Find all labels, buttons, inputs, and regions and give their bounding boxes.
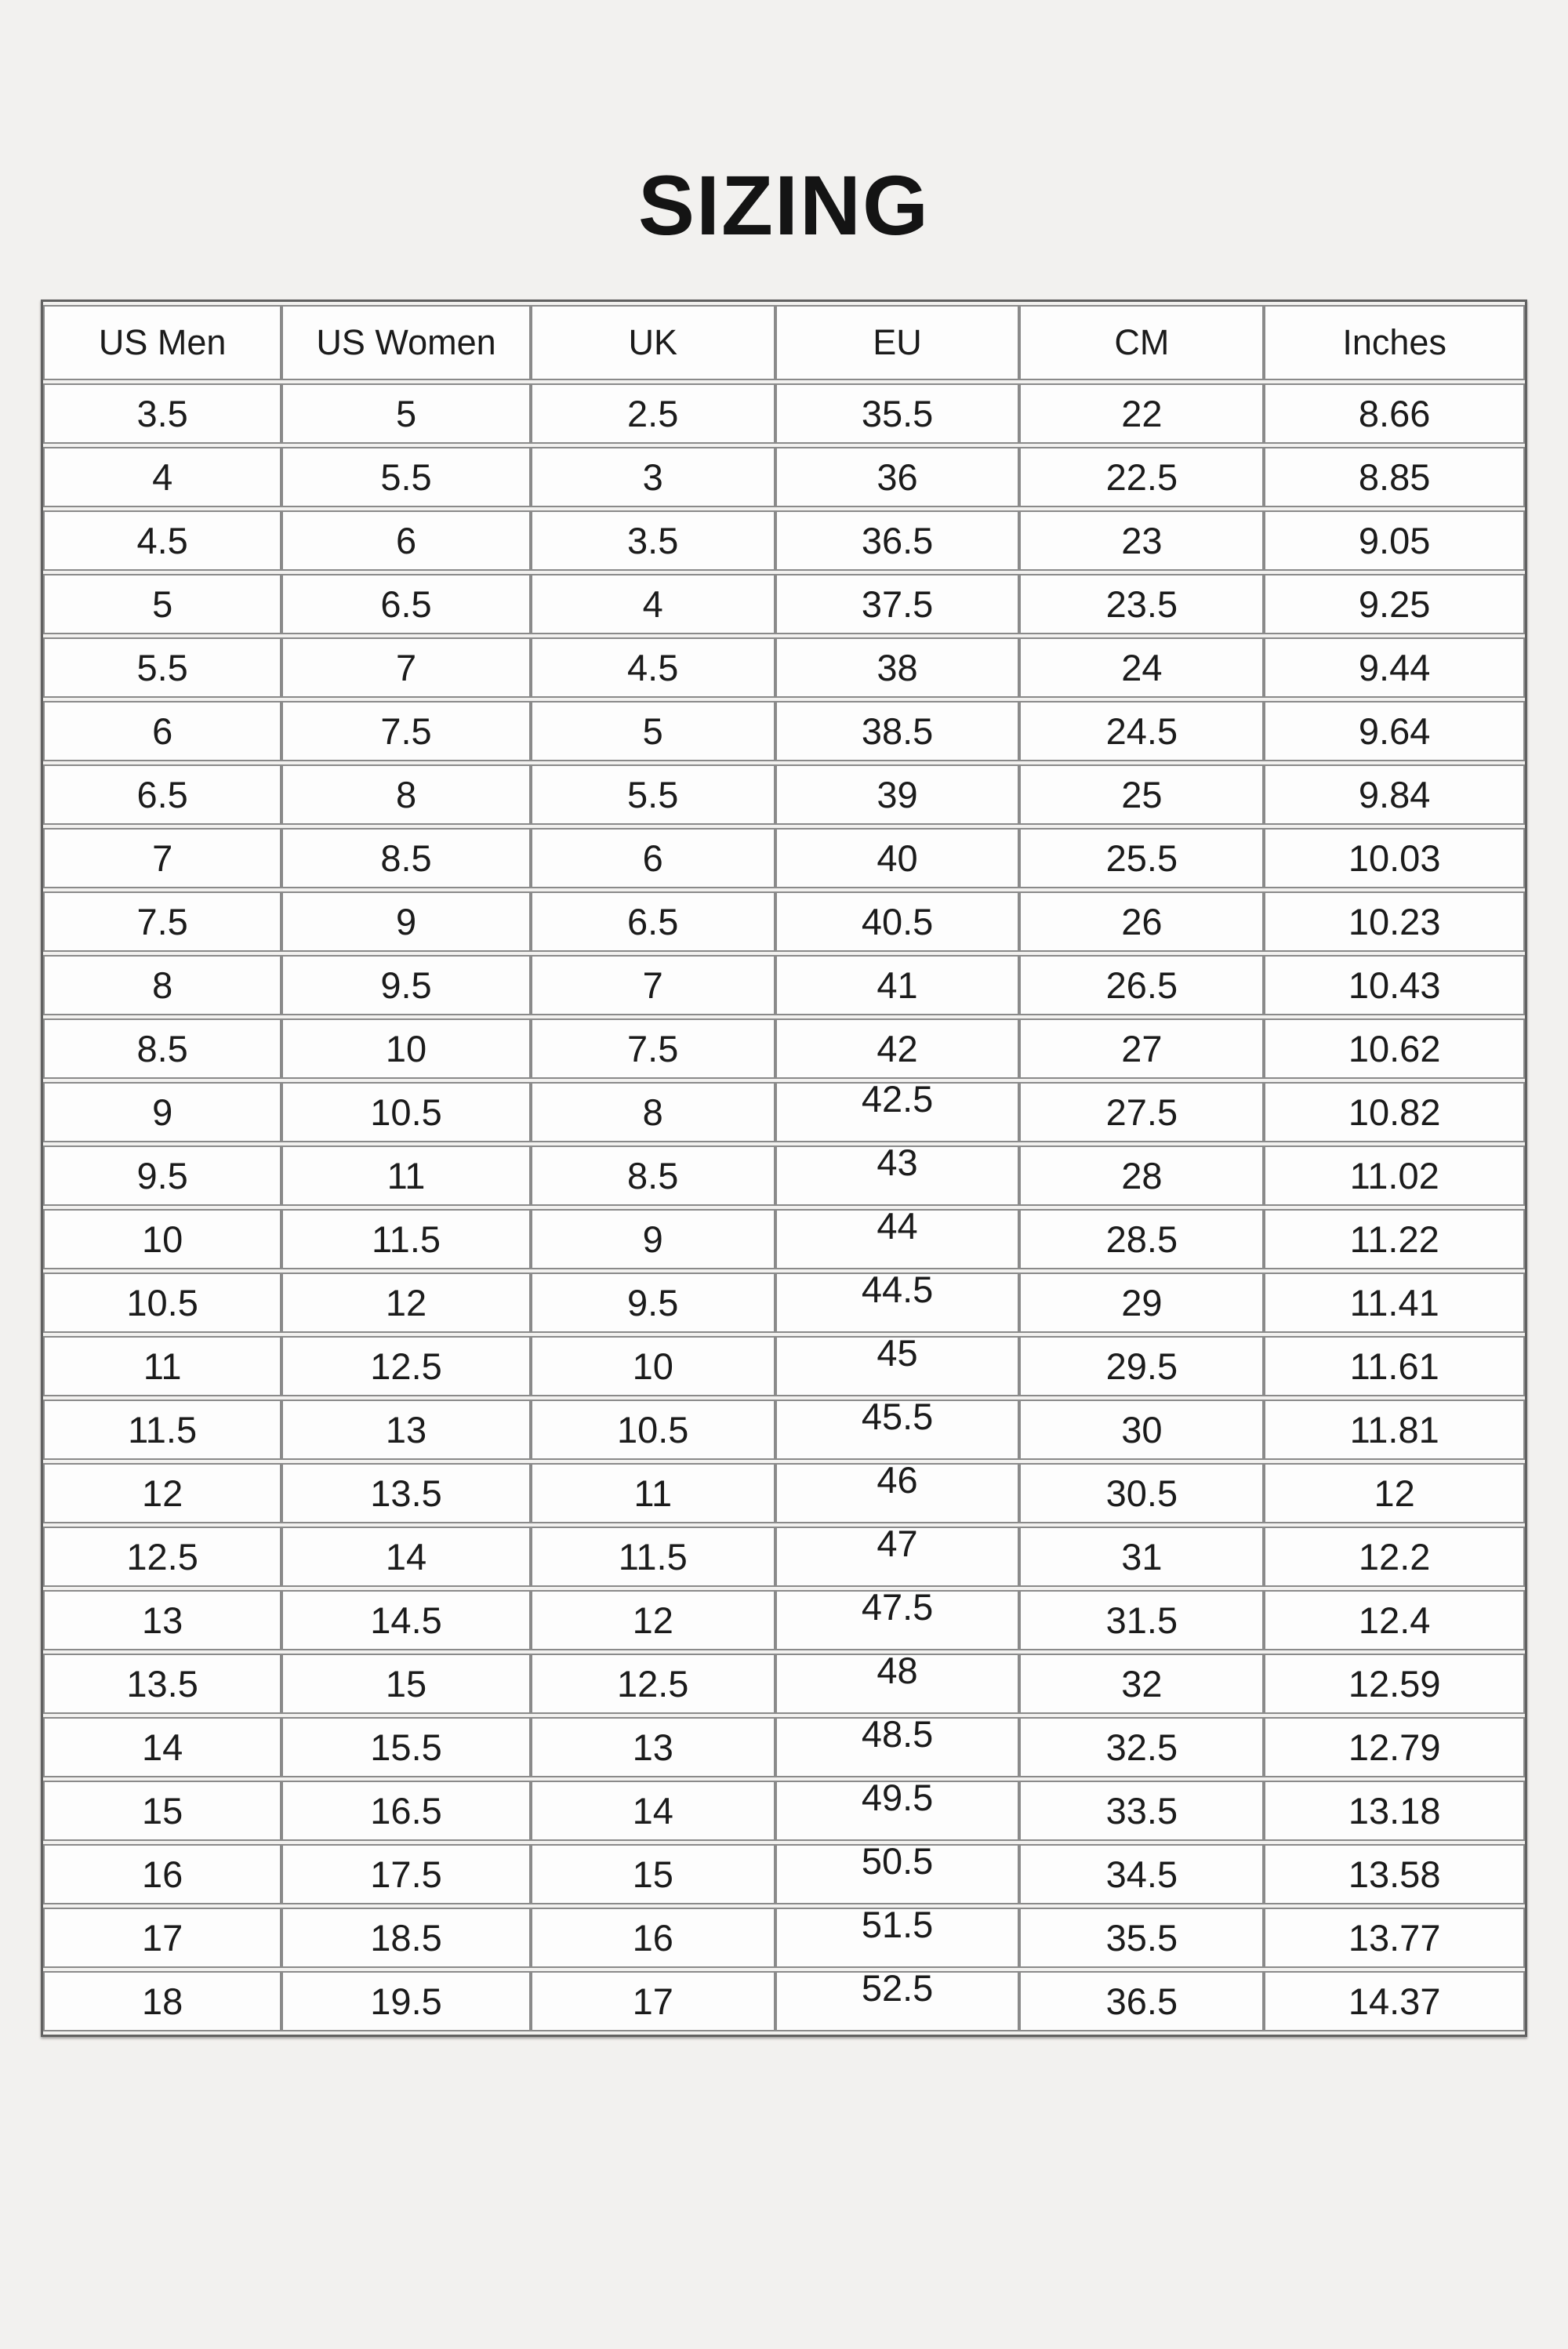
table-row	[43, 764, 1525, 825]
cell-inches: 11.81	[1264, 1400, 1525, 1460]
cell-eu: 42	[775, 1018, 1020, 1079]
column-header-cm: CM	[1019, 305, 1264, 380]
cell-cm: 26.5	[1019, 955, 1264, 1015]
header-row	[43, 305, 1525, 380]
cell-uk: 11	[531, 1463, 775, 1523]
column-header-eu: EU	[775, 305, 1020, 380]
cell-uk: 14	[531, 1781, 775, 1841]
cell-uk: 13	[531, 1717, 775, 1777]
table-row	[43, 1463, 1525, 1523]
cell-us-women: 7.5	[281, 701, 531, 761]
cell-cm: 35.5	[1019, 1908, 1264, 1968]
cell-uk: 9.5	[531, 1273, 775, 1333]
table-row	[43, 574, 1525, 634]
cell-us-men: 6.5	[43, 764, 281, 825]
cell-inches: 12.4	[1264, 1590, 1525, 1650]
cell-uk: 6.5	[531, 891, 775, 952]
table-row	[43, 1527, 1525, 1587]
cell-cm: 25	[1019, 764, 1264, 825]
cell-cm: 26	[1019, 891, 1264, 952]
cell-cm: 32	[1019, 1654, 1264, 1714]
cell-eu: 36	[775, 447, 1020, 507]
cell-us-women: 11.5	[281, 1209, 531, 1269]
cell-cm: 28	[1019, 1145, 1264, 1206]
cell-inches: 11.61	[1264, 1336, 1525, 1396]
cell-eu: 43	[775, 1145, 1020, 1206]
table-row	[43, 1781, 1525, 1841]
cell-cm: 22	[1019, 383, 1264, 444]
cell-inches: 14.37	[1264, 1971, 1525, 2031]
cell-inches: 13.58	[1264, 1844, 1525, 1904]
cell-us-women: 7	[281, 637, 531, 698]
cell-inches: 13.77	[1264, 1908, 1525, 1968]
cell-uk: 2.5	[531, 383, 775, 444]
cell-eu: 46	[775, 1463, 1020, 1523]
cell-inches: 10.23	[1264, 891, 1525, 952]
cell-us-men: 7.5	[43, 891, 281, 952]
cell-us-women: 6	[281, 510, 531, 571]
cell-us-women: 6.5	[281, 574, 531, 634]
cell-us-men: 10	[43, 1209, 281, 1269]
table-row	[43, 510, 1525, 571]
cell-cm: 31.5	[1019, 1590, 1264, 1650]
cell-us-men: 4.5	[43, 510, 281, 571]
cell-eu: 50.5	[775, 1844, 1020, 1904]
cell-cm: 32.5	[1019, 1717, 1264, 1777]
cell-us-men: 9	[43, 1082, 281, 1142]
cell-us-women: 13.5	[281, 1463, 531, 1523]
cell-us-men: 3.5	[43, 383, 281, 444]
cell-us-men: 8.5	[43, 1018, 281, 1079]
cell-cm: 23	[1019, 510, 1264, 571]
cell-inches: 8.66	[1264, 383, 1525, 444]
cell-us-women: 9.5	[281, 955, 531, 1015]
cell-eu: 48	[775, 1654, 1020, 1714]
cell-cm: 30.5	[1019, 1463, 1264, 1523]
table-row	[43, 1844, 1525, 1904]
column-header-us-men: US Men	[43, 305, 281, 380]
table-row	[43, 1400, 1525, 1460]
cell-us-women: 17.5	[281, 1844, 531, 1904]
cell-inches: 8.85	[1264, 447, 1525, 507]
cell-eu: 42.5	[775, 1082, 1020, 1142]
cell-eu: 48.5	[775, 1717, 1020, 1777]
cell-uk: 11.5	[531, 1527, 775, 1587]
cell-eu: 52.5	[775, 1971, 1020, 2031]
cell-us-men: 14	[43, 1717, 281, 1777]
cell-us-men: 12	[43, 1463, 281, 1523]
cell-uk: 12	[531, 1590, 775, 1650]
cell-eu: 38	[775, 637, 1020, 698]
table-row	[43, 1654, 1525, 1714]
table-row	[43, 1082, 1525, 1142]
cell-cm: 25.5	[1019, 828, 1264, 888]
cell-uk: 12.5	[531, 1654, 775, 1714]
cell-eu: 51.5	[775, 1908, 1020, 1968]
cell-us-women: 14.5	[281, 1590, 531, 1650]
cell-us-women: 12	[281, 1273, 531, 1333]
cell-uk: 15	[531, 1844, 775, 1904]
cell-uk: 8.5	[531, 1145, 775, 1206]
cell-eu: 35.5	[775, 383, 1020, 444]
cell-us-women: 12.5	[281, 1336, 531, 1396]
cell-inches: 10.82	[1264, 1082, 1525, 1142]
cell-us-women: 14	[281, 1527, 531, 1587]
cell-us-women: 5	[281, 383, 531, 444]
cell-us-men: 11	[43, 1336, 281, 1396]
cell-uk: 5.5	[531, 764, 775, 825]
cell-inches: 11.02	[1264, 1145, 1525, 1206]
cell-eu: 36.5	[775, 510, 1020, 571]
cell-us-women: 18.5	[281, 1908, 531, 1968]
table-row	[43, 1590, 1525, 1650]
cell-inches: 11.22	[1264, 1209, 1525, 1269]
cell-eu: 39	[775, 764, 1020, 825]
cell-us-men: 11.5	[43, 1400, 281, 1460]
cell-eu: 40	[775, 828, 1020, 888]
cell-uk: 5	[531, 701, 775, 761]
cell-cm: 31	[1019, 1527, 1264, 1587]
cell-uk: 17	[531, 1971, 775, 2031]
cell-inches: 12.79	[1264, 1717, 1525, 1777]
cell-inches: 12.59	[1264, 1654, 1525, 1714]
cell-us-men: 7	[43, 828, 281, 888]
cell-us-women: 5.5	[281, 447, 531, 507]
cell-eu: 40.5	[775, 891, 1020, 952]
cell-us-men: 13.5	[43, 1654, 281, 1714]
cell-inches: 9.05	[1264, 510, 1525, 571]
cell-eu: 47	[775, 1527, 1020, 1587]
cell-us-women: 15	[281, 1654, 531, 1714]
cell-uk: 9	[531, 1209, 775, 1269]
cell-uk: 3	[531, 447, 775, 507]
cell-uk: 7.5	[531, 1018, 775, 1079]
cell-cm: 29	[1019, 1273, 1264, 1333]
cell-eu: 44.5	[775, 1273, 1020, 1333]
table-row	[43, 1018, 1525, 1079]
cell-us-men: 17	[43, 1908, 281, 1968]
table-body	[43, 383, 1525, 2031]
cell-inches: 13.18	[1264, 1781, 1525, 1841]
cell-us-men: 18	[43, 1971, 281, 2031]
cell-us-women: 10.5	[281, 1082, 531, 1142]
table-row	[43, 447, 1525, 507]
cell-inches: 9.25	[1264, 574, 1525, 634]
cell-cm: 36.5	[1019, 1971, 1264, 2031]
column-header-inches: Inches	[1264, 305, 1525, 380]
table-row	[43, 1336, 1525, 1396]
cell-cm: 23.5	[1019, 574, 1264, 634]
column-header-us-women: US Women	[281, 305, 531, 380]
cell-inches: 12.2	[1264, 1527, 1525, 1587]
cell-us-men: 13	[43, 1590, 281, 1650]
table-row	[43, 1273, 1525, 1333]
cell-us-women: 10	[281, 1018, 531, 1079]
cell-cm: 27	[1019, 1018, 1264, 1079]
table-row	[43, 1908, 1525, 1968]
cell-us-women: 9	[281, 891, 531, 952]
cell-uk: 10.5	[531, 1400, 775, 1460]
table-row	[43, 955, 1525, 1015]
cell-us-women: 16.5	[281, 1781, 531, 1841]
cell-cm: 34.5	[1019, 1844, 1264, 1904]
cell-us-men: 16	[43, 1844, 281, 1904]
cell-us-women: 11	[281, 1145, 531, 1206]
cell-uk: 10	[531, 1336, 775, 1396]
cell-eu: 37.5	[775, 574, 1020, 634]
cell-uk: 4.5	[531, 637, 775, 698]
cell-us-men: 15	[43, 1781, 281, 1841]
cell-eu: 44	[775, 1209, 1020, 1269]
cell-cm: 28.5	[1019, 1209, 1264, 1269]
cell-inches: 9.84	[1264, 764, 1525, 825]
cell-us-men: 9.5	[43, 1145, 281, 1206]
table-row	[43, 1209, 1525, 1269]
table-row	[43, 637, 1525, 698]
cell-us-men: 12.5	[43, 1527, 281, 1587]
sizing-table	[41, 300, 1527, 2037]
cell-us-women: 15.5	[281, 1717, 531, 1777]
cell-uk: 6	[531, 828, 775, 888]
cell-inches: 11.41	[1264, 1273, 1525, 1333]
table-row	[43, 701, 1525, 761]
column-header-uk: UK	[531, 305, 775, 380]
cell-us-women: 8.5	[281, 828, 531, 888]
cell-us-women: 13	[281, 1400, 531, 1460]
cell-cm: 30	[1019, 1400, 1264, 1460]
cell-cm: 24.5	[1019, 701, 1264, 761]
cell-cm: 33.5	[1019, 1781, 1264, 1841]
cell-cm: 22.5	[1019, 447, 1264, 507]
cell-eu: 49.5	[775, 1781, 1020, 1841]
table-row	[43, 1717, 1525, 1777]
table-row	[43, 1971, 1525, 2031]
cell-us-men: 5.5	[43, 637, 281, 698]
cell-inches: 9.64	[1264, 701, 1525, 761]
cell-inches: 10.43	[1264, 955, 1525, 1015]
cell-us-men: 6	[43, 701, 281, 761]
cell-inches: 12	[1264, 1463, 1525, 1523]
cell-uk: 7	[531, 955, 775, 1015]
cell-eu: 38.5	[775, 701, 1020, 761]
table-row	[43, 1145, 1525, 1206]
cell-eu: 47.5	[775, 1590, 1020, 1650]
cell-eu: 41	[775, 955, 1020, 1015]
cell-cm: 29.5	[1019, 1336, 1264, 1396]
cell-us-men: 5	[43, 574, 281, 634]
cell-us-men: 10.5	[43, 1273, 281, 1333]
cell-inches: 10.62	[1264, 1018, 1525, 1079]
page-title: SIZING	[637, 158, 931, 252]
cell-eu: 45.5	[775, 1400, 1020, 1460]
cell-inches: 9.44	[1264, 637, 1525, 698]
cell-us-women: 19.5	[281, 1971, 531, 2031]
table-row	[43, 828, 1525, 888]
cell-uk: 4	[531, 574, 775, 634]
cell-cm: 24	[1019, 637, 1264, 698]
cell-uk: 3.5	[531, 510, 775, 571]
cell-us-men: 4	[43, 447, 281, 507]
cell-us-women: 8	[281, 764, 531, 825]
cell-inches: 10.03	[1264, 828, 1525, 888]
cell-eu: 45	[775, 1336, 1020, 1396]
cell-us-men: 8	[43, 955, 281, 1015]
table-row	[43, 891, 1525, 952]
cell-uk: 16	[531, 1908, 775, 1968]
cell-cm: 27.5	[1019, 1082, 1264, 1142]
cell-uk: 8	[531, 1082, 775, 1142]
table-row	[43, 383, 1525, 444]
